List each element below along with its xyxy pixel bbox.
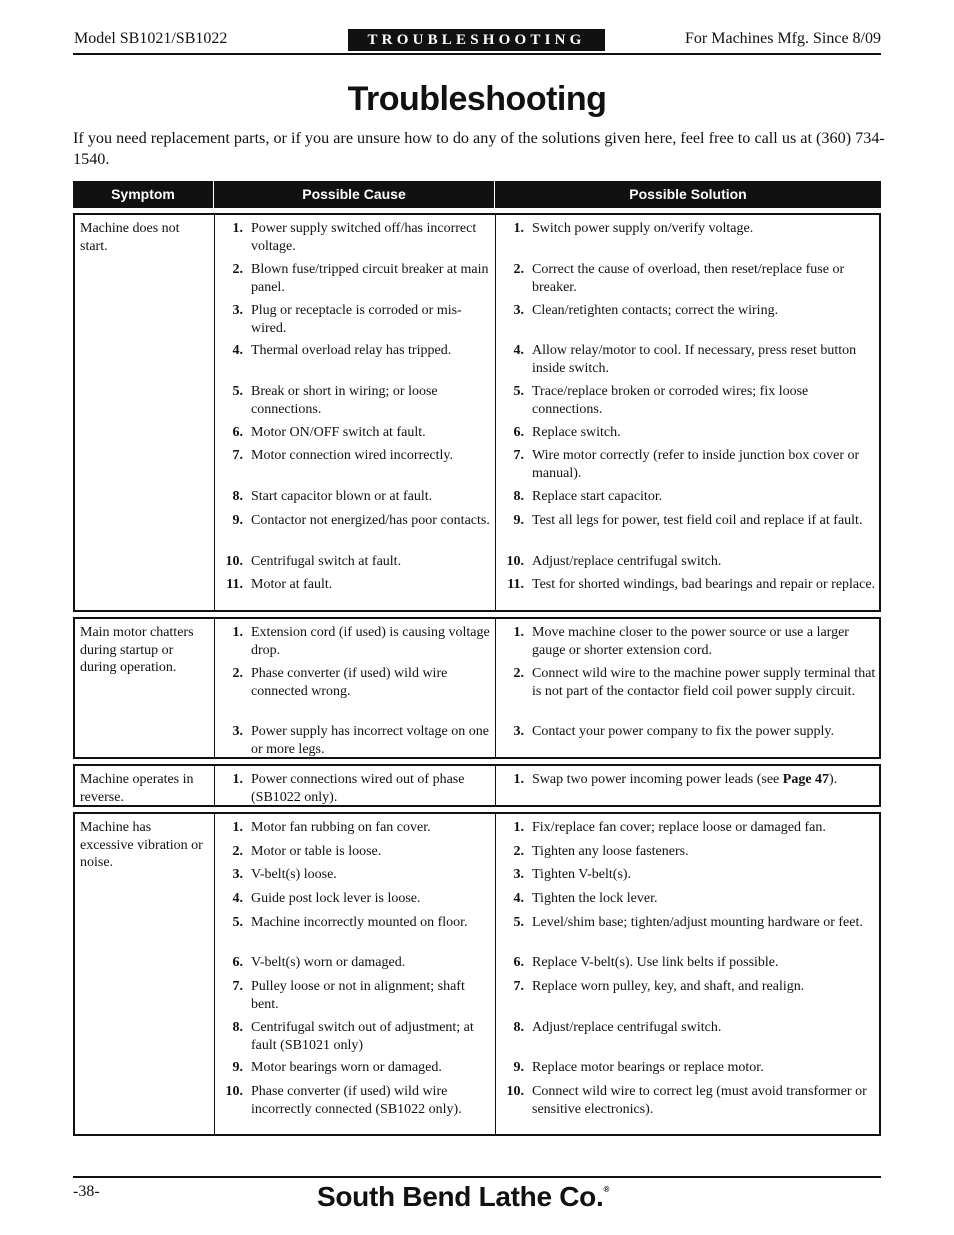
intro-paragraph: If you need replacement parts, or if you are unsure how to do any of the solutions given here, feel free to call us at (360) 734-1540. — [73, 129, 885, 168]
divider — [214, 619, 215, 757]
section-label: TROUBLESHOOTING — [348, 29, 605, 51]
divider — [495, 766, 496, 805]
header-symptom: Symptom — [73, 181, 214, 208]
header-solution: Possible Solution — [629, 186, 747, 202]
page-reference: Page 47 — [782, 772, 830, 787]
divider — [495, 814, 496, 1134]
divider — [495, 619, 496, 757]
symptom-text: Machine does not start. — [80, 221, 180, 254]
symptom-text: Machine operates in reverse. — [80, 772, 194, 805]
divider — [214, 814, 215, 1134]
registered-mark: ® — [603, 1185, 610, 1194]
brand-logo: South Bend Lathe Co.® — [317, 1181, 610, 1212]
page-title: Troubleshooting — [347, 80, 607, 118]
divider — [495, 215, 496, 610]
symptom-text: Main motor chatters during startup or during operation. — [80, 625, 194, 675]
header-cause: Possible Cause — [214, 181, 495, 208]
mfg-label: For Machines Mfg. Since 8/09 — [685, 30, 881, 47]
symptom-group: Machine has excessive vibration or noise. 1. Motor fan rubbing on fan cover. 2. Motor or table is loose. 3. V-belt(s) loose. 4. Guide post lock lever is loose. 5. Machine incorrectly mounted on floor. 6. V-belt(s) worn or damaged. 7. Pulley loose or not in alignment; shaft bent. 8. Centrifugal switch out of adjustment; at fault (SB1021 only) 9. Motor bearings worn or damaged. 10. Phase converter (if used) wild wire incorrectly connected (SB1022 only). 1. Fix/replace fan cover; replace loose or damaged fan. 2. Tighten any loose fasteners. 3. Tighten V-belt(s). 4. Tighten the lock lever. 5. Level/shim base; tighten/adjust mounting hardware or feet. 6. Replace V-belt(s). Use link belts if possible. 7. Replace worn pulley, key, and shaft, and realign. 8. Adjust/replace centrifugal switch. 9. Replace motor bearings or replace motor. 10. Connect wild wire to correct leg (must avoid transformer or sensitive electronics). — [73, 812, 881, 1136]
page-header — [73, 27, 881, 55]
table-header — [73, 181, 881, 208]
symptom-group: Machine operates in reverse. 1. Power connections wired out of phase (SB1022 only). 1. Swap two power incoming power leads (see Page 47). — [73, 764, 881, 807]
model-label: Model SB1021/SB1022 — [74, 30, 228, 47]
divider — [214, 766, 215, 805]
divider — [214, 215, 215, 610]
symptom-group: Machine does not start. 1. Power supply switched off/has incorrect voltage. 2. Blown fuse/tripped circuit breaker at main panel. 3. Plug or receptacle is corroded or mis-wired. 4. Thermal overload relay has tripped. 5. Break or short in wiring; or loose connections. 6. Motor ON/OFF switch at fault. 7. Motor connection wired incorrectly. 8. Start capacitor blown or at fault. 9. Contactor not energized/has poor contacts. 10. Centrifugal switch at fault. 11. Motor at fault. 1. Switch power supply on/verify voltage. 2. Correct the cause of overload, then reset/replace fuse or breaker. 3. Clean/retighten contacts; correct the wiring. 4. Allow relay/motor to cool. If necessary, press reset button inside switch. 5. Trace/replace broken or corroded wires; fix loose connections. 6. Replace switch. 7. Wire motor correctly (refer to inside junction box cover or manual). 8. Replace start capacitor. 9. Test all legs for power, test field coil and replace if at fault. 10. Adjust/replace centrifugal switch. 11. Test for shorted windings, bad bearings and repair or replace. — [73, 213, 881, 612]
symptom-text: Machine has excessive vibration or noise. — [80, 820, 203, 870]
page-number: -38- — [73, 1183, 100, 1200]
symptom-group: Main motor chatters during startup or during operation. 1. Extension cord (if used) is causing voltage drop. 2. Phase converter (if used) wild wire connected wrong. 3. Power supply has incorrect voltage on one or more legs. 1. Move machine closer to the power source or use a larger gauge or shorter extension cord. 2. Connect wild wire to the machine power supply terminal that is not part of the contactor field coil power supply circuit. 3. Contact your power company to fix the power supply. — [73, 617, 881, 759]
page-footer — [73, 1176, 881, 1212]
